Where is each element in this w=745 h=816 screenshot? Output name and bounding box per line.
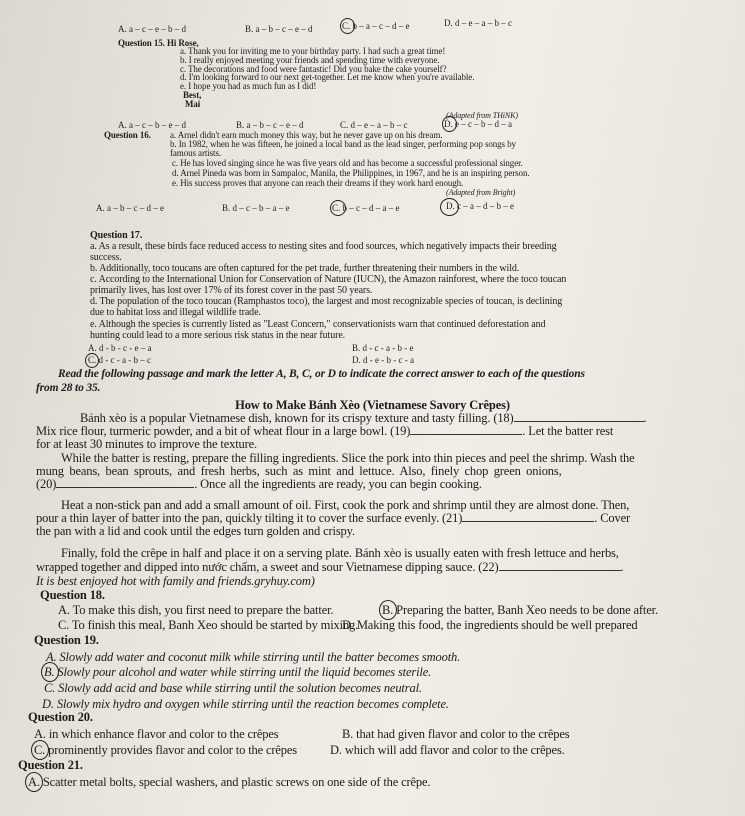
q15-line-e: e. I hope you had as much fun as I did! [180, 81, 317, 91]
q17-option-a[interactable]: A. d - b - c - e – a [88, 343, 152, 353]
passage-p4-line1: Finally, fold the crêpe in half and place it on a serving plate. Bánh xèo is usually eaten with fresh lettuce and herbs, [61, 546, 619, 560]
passage-instruction: Read the following passage and mark the letter A, B, C, or D to indicate the correct answer to each of the questions [58, 368, 585, 380]
q19-option-d[interactable]: D. Slowly mix hydro and oxygen while stirring until the reaction becomes complete. [42, 697, 449, 711]
q17-line-b: b. Additionally, toco toucans are often captured for the pet trade, further threatening their numbers in the wild. [90, 263, 520, 274]
q16-heading: Question 16. [104, 130, 151, 140]
q19-option-b[interactable]: B. Slowly pour alcohol and water while stirring until the liquid becomes sterile. [44, 665, 432, 679]
q17-option-b[interactable]: B. d - c - a - b - e [352, 343, 414, 353]
q14-option-a[interactable]: A. a – c – e – b – d [118, 24, 186, 34]
q20-option-a[interactable]: A. in which enhance flavor and color to the crêpes [34, 727, 279, 741]
q15-option-d[interactable]: D. e – c – b – d – a [444, 119, 512, 129]
blank-20[interactable] [56, 477, 194, 488]
q17-line-d: d. The population of the toco toucan (Ramphastos toco), the largest and most recognizable species of toucan, is declining [90, 296, 563, 307]
q15-option-a[interactable]: A. a – c – b – e – d [118, 120, 186, 130]
q16-line-b-cont: famous artists. [170, 148, 221, 158]
q19-option-c[interactable]: C. Slowly add acid and base while stirring until the solution becomes neutral. [44, 681, 422, 695]
q20-option-d[interactable]: D. which will add flavor and color to the crêpes. [330, 743, 565, 757]
passage-title: How to Make Bánh Xèo (Vietnamese Savory Crêpes) [235, 398, 510, 412]
q16-line-a: a. Arnel didn't earn much money this way, but he never gave up on his dream. [170, 130, 443, 140]
answer-circle-q16-c [330, 200, 346, 216]
q17-line-e-cont: hunting could lead to a more serious risk status in the near future. [90, 330, 346, 341]
q15-option-c[interactable]: C. d – e – a – b – c [340, 120, 408, 130]
passage-instruction-cont: from 28 to 35. [36, 382, 101, 394]
q15-closing: Best, [183, 90, 202, 100]
q15-line-c: c. The decorations and food were fantastic! Did you bake the cake yourself? [180, 64, 447, 74]
q20-option-b[interactable]: B. that had given flavor and color to the crêpes [342, 727, 570, 741]
q16-line-c: c. He has loved singing since he was five years old and has become a successful professional singer. [172, 158, 523, 168]
passage-p3-line2: pour a thin layer of batter into the pan, quickly tilting it to cover the surface evenly. (21) . Cover [36, 511, 631, 525]
q14-option-b[interactable]: B. a – b – c – e – d [245, 24, 313, 34]
answer-circle-q15 [442, 116, 457, 132]
q18-option-d[interactable]: D. Making this food, the ingredients should be well prepared [342, 618, 638, 632]
q17-option-c[interactable]: C. d - c - a - b – c [88, 355, 151, 365]
q16-option-d[interactable]: D. c – a – d – b – e [446, 201, 514, 211]
answer-circle-q18 [379, 600, 397, 620]
q19-heading: Question 19. [34, 633, 99, 647]
passage-p3-line3: the pan with a lid and cook until the edges turn golden and crispy. [36, 524, 355, 538]
q16-option-b[interactable]: B. d – c – b – a – e [222, 203, 290, 213]
q21-option-a[interactable]: A. Scatter metal bolts, special washers, and plastic screws on one side of the crêpe. [28, 775, 431, 789]
q18-heading: Question 18. [40, 588, 105, 602]
q14-option-c[interactable]: C. b – a – c – d – e [342, 21, 410, 31]
answer-circle-q20 [31, 740, 49, 760]
q21-heading: Question 21. [18, 758, 83, 772]
blank-18[interactable] [514, 411, 644, 422]
q15-line-a: a. Thank you for inviting me to your birthday party. I had such a great time! [180, 46, 446, 56]
q17-line-c: c. According to the International Union for Conservation of Nature (IUCN), the Amazon rainforest, where the toco toucan [90, 274, 567, 285]
q15-source: (Adapted from THiNK) [446, 111, 518, 120]
blank-21[interactable] [462, 511, 594, 522]
answer-circle-q17 [85, 353, 99, 368]
answer-circle-q14 [340, 18, 355, 34]
q17-line-a: a. As a result, these birds face reduced access to nesting sites and food sources, which negatively impacts their breeding [90, 241, 557, 252]
q15-signature: Mai [185, 99, 201, 109]
q14-option-d[interactable]: D. d – e – a – b – c [444, 18, 512, 28]
q18-option-c[interactable]: C. To finish this meal, Banh Xeo should be started by mixing. [58, 618, 359, 632]
q17-line-a-cont: success. [90, 252, 122, 263]
answer-circle-q19 [41, 662, 59, 682]
q17-heading: Question 17. [90, 230, 143, 241]
q16-option-c[interactable]: C. b – c – d – a – e [332, 203, 400, 213]
passage-p2-line2: mung beans, bean sprouts, and fresh herbs, such as mint and lettuce. Also, finely chop green onions, [36, 464, 562, 478]
passage-p2-line3: (20) . Once all the ingredients are ready, you can begin cooking. [36, 477, 482, 491]
passage-p1-line3: for at least 30 minutes to improve the texture. [36, 437, 258, 451]
q15-line-d: d. I'm looking forward to our next get-together. Let me know when you're available. [180, 72, 475, 82]
answer-circle-q16-d [440, 198, 459, 216]
q16-option-a[interactable]: A. a – b – c – d – e [96, 203, 164, 213]
q15-option-b[interactable]: B. a – b – c – e – d [236, 120, 304, 130]
passage-p4-line2: wrapped together and dipped into nước chấm, a sweet and sour Vietnamese dipping sauce. (22) . [36, 560, 624, 574]
q16-line-e: e. His success proves that anyone can reach their dreams if they work hard enough. [172, 178, 464, 188]
q17-line-e: e. Although the species is currently listed as "Least Concern," conservationists warn that continued deforestation and [90, 319, 546, 330]
q16-source: (Adapted from Bright) [446, 188, 516, 197]
passage-p3-line1: Heat a non-stick pan and add a small amount of oil. First, cook the pork and shrimp until they are almost done. Then, [61, 498, 630, 512]
passage-p4-line3: It is best enjoyed hot with family and friends.gryhuy.com) [36, 574, 315, 588]
q20-heading: Question 20. [28, 710, 93, 724]
passage-p1-line2: Mix rice flour, turmeric powder, and a bit of wheat flour in a large bowl. (19) . Let the batter rest [36, 424, 614, 438]
q17-line-c-cont: primarily lives, has lost over 17% of its forest cover in the past 50 years. [90, 285, 373, 296]
q15-line-b: b. I really enjoyed meeting your friends and spending time with everyone. [180, 55, 440, 65]
blank-22[interactable] [499, 560, 621, 571]
q16-line-d: d. Arnel Pineda was born in Sampaloc, Manila, the Philippines, in 1967, and he is an inspiring person. [172, 168, 530, 178]
q19-option-a[interactable]: A. Slowly add water and coconut milk while stirring until the batter becomes smooth. [46, 650, 461, 664]
q16-line-b: b. In 1982, when he was fifteen, he joined a local band as the lead singer, performing pop songs by [170, 139, 516, 149]
q17-line-d-cont: due to habitat loss and illegal wildlife trade. [90, 307, 261, 318]
blank-19[interactable] [410, 424, 522, 435]
passage-p1-line1: Bánh xèo is a popular Vietnamese dish, known for its crispy texture and tasty filling. (18) . [80, 411, 647, 425]
q20-option-c[interactable]: C. prominently provides flavor and color to the crêpes [34, 743, 298, 757]
q18-option-b[interactable]: B. Preparing the batter, Banh Xeo needs to be done after. [382, 603, 658, 617]
q18-option-a[interactable]: A. To make this dish, you first need to prepare the batter. [58, 603, 334, 617]
answer-circle-q21 [25, 772, 43, 792]
q17-option-d[interactable]: D. d - e - b - c - a [352, 355, 414, 365]
q15-heading: Question 15. Hi Rose, [118, 38, 199, 48]
passage-p2-line1: While the batter is resting, prepare the filling ingredients. Slice the pork into thin pieces and peel the shrimp. Wash the [61, 451, 635, 465]
